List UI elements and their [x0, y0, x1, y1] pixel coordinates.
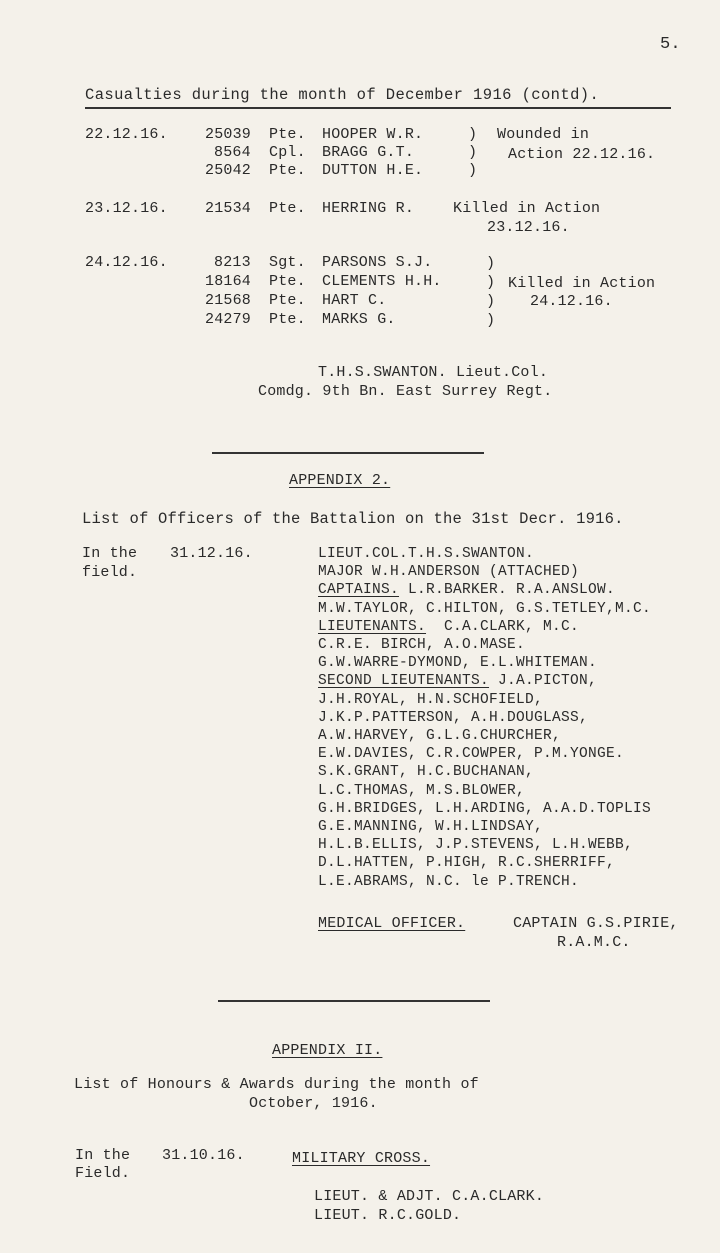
officer-names: L.R.BARKER. R.A.ANSLOW.	[399, 582, 616, 599]
officer-names: S.K.GRANT, H.C.BUCHANAN,	[318, 764, 535, 781]
casualty-rank: Sgt.	[269, 254, 306, 271]
casualty-date: 24.12.16.	[85, 254, 168, 271]
officer-names: A.W.HARVEY, G.L.G.CHURCHER,	[318, 728, 562, 745]
medical-officer-heading: MEDICAL OFFICER.	[318, 915, 466, 932]
location: Field.	[75, 1165, 131, 1182]
officer-names: MAJOR W.H.ANDERSON (ATTACHED)	[318, 564, 580, 581]
officer-line	[318, 563, 651, 581]
casualty-number: 21568	[205, 292, 252, 309]
officer-line	[318, 672, 651, 690]
casualty-outcome: Wounded in	[497, 126, 590, 143]
officer-names: G.W.WARRE-DYMOND, E.L.WHITEMAN.	[318, 655, 598, 672]
casualty-name: DUTTON H.E.	[322, 162, 424, 179]
appendix-ii-subtitle: List of Honours & Awards during the month of	[74, 1076, 479, 1093]
officer-names: LIEUT.COL.T.H.S.SWANTON.	[318, 546, 535, 562]
casualty-name: CLEMENTS H.H.	[322, 273, 442, 290]
location: In the	[82, 545, 138, 562]
officer-names: L.C.THOMAS, M.S.BLOWER,	[318, 782, 526, 799]
officer-line	[318, 782, 651, 800]
bracket: ) ) ) )	[486, 255, 496, 329]
casualty-outcome: 23.12.16.	[487, 219, 570, 236]
casualty-name: HERRING R.	[322, 200, 415, 217]
officer-list	[318, 545, 651, 891]
casualty-date: 23.12.16.	[85, 200, 168, 217]
officer-names: G.E.MANNING, W.H.LINDSAY,	[318, 819, 544, 836]
officer-names: J.H.ROYAL, H.N.SCHOFIELD,	[318, 691, 544, 708]
officer-line	[318, 818, 651, 836]
officer-line	[318, 600, 651, 618]
casualty-outcome: Killed in Action	[508, 275, 656, 292]
location: field.	[82, 564, 138, 581]
officer-line	[318, 800, 651, 818]
casualty-name: MARKS G.	[322, 311, 396, 328]
casualty-name: PARSONS S.J.	[322, 254, 433, 271]
award-heading: MILITARY CROSS.	[292, 1150, 431, 1167]
officer-names: M.W.TAYLOR, C.HILTON, G.S.TETLEY,M.C.	[318, 600, 652, 617]
casualty-rank: Pte.	[269, 273, 306, 290]
rank-heading: LIEUTENANTS.	[318, 618, 427, 635]
casualty-rank: Pte.	[269, 162, 306, 179]
officer-line	[318, 763, 651, 781]
officer-names: C.R.E. BIRCH, A.O.MASE.	[318, 637, 526, 654]
officer-names: G.H.BRIDGES, L.H.ARDING, A.A.D.TOPLIS	[318, 800, 652, 817]
officer-names: H.L.B.ELLIS, J.P.STEVENS, L.H.WEBB,	[318, 837, 634, 854]
casualty-number: 8213	[214, 254, 251, 271]
casualty-number: 25039	[205, 126, 252, 143]
casualty-number: 21534	[205, 200, 252, 217]
signature-name: T.H.S.SWANTON. Lieut.Col.	[318, 364, 549, 381]
location: In the	[75, 1147, 131, 1164]
casualty-number: 8564	[214, 144, 251, 161]
casualty-rank: Pte.	[269, 311, 306, 328]
award-recipient: LIEUT. R.C.GOLD.	[314, 1207, 462, 1224]
appendix-ii-subtitle: October, 1916.	[249, 1095, 378, 1112]
casualty-number: 24279	[205, 311, 252, 328]
officer-names: J.A.PICTON,	[489, 673, 598, 690]
award-recipient: LIEUT. & ADJT. C.A.CLARK.	[314, 1188, 545, 1205]
officer-line	[318, 581, 651, 599]
appendix-ii-title: APPENDIX II.	[272, 1042, 383, 1059]
medical-officer-corps: R.A.M.C.	[557, 934, 631, 951]
officer-line	[318, 636, 651, 654]
officer-line	[318, 618, 651, 636]
page-number: 5.	[660, 35, 681, 54]
officer-line	[318, 654, 651, 672]
casualty-rank: Pte.	[269, 292, 306, 309]
casualty-outcome: 24.12.16.	[530, 293, 613, 310]
rank-heading: CAPTAINS.	[318, 582, 400, 599]
rank-heading: SECOND LIEUTENANTS.	[318, 673, 490, 690]
list-date: 31.12.16.	[170, 545, 253, 562]
casualty-outcome: Killed in Action	[453, 200, 601, 217]
officer-names: L.E.ABRAMS, N.C. le P.TRENCH.	[318, 873, 580, 890]
casualty-number: 18164	[205, 273, 252, 290]
casualty-number: 25042	[205, 162, 252, 179]
casualties-heading: Casualties during the month of December 1916 (contd).	[85, 86, 600, 104]
officer-line	[318, 545, 651, 563]
officer-names: C.A.CLARK, M.C.	[426, 618, 580, 635]
officer-line	[318, 854, 651, 872]
casualty-rank: Pte.	[269, 200, 306, 217]
officer-names: E.W.DAVIES, C.R.COWPER, P.M.YONGE.	[318, 746, 625, 763]
casualty-name: HOOPER W.R.	[322, 126, 424, 143]
officer-line	[318, 745, 651, 763]
heading-underline	[85, 107, 671, 109]
officer-line	[318, 709, 651, 727]
appendix-2-title: APPENDIX 2.	[289, 472, 391, 489]
officer-names: J.K.P.PATTERSON, A.H.DOUGLASS,	[318, 709, 589, 726]
casualty-rank: Cpl.	[269, 144, 306, 161]
medical-officer-name: CAPTAIN G.S.PIRIE,	[513, 915, 679, 932]
casualty-date: 22.12.16.	[85, 126, 168, 143]
casualty-name: HART C.	[322, 292, 387, 309]
bracket: ) ) )	[468, 126, 478, 179]
section-divider	[218, 1000, 490, 1002]
signature-unit: Comdg. 9th Bn. East Surrey Regt.	[258, 383, 553, 400]
officer-line	[318, 836, 651, 854]
appendix-2-subtitle: List of Officers of the Battalion on the 31st Decr. 1916.	[82, 510, 624, 528]
section-divider	[212, 452, 484, 454]
officer-names: D.L.HATTEN, P.HIGH, R.C.SHERRIFF,	[318, 855, 616, 872]
casualty-name: BRAGG G.T.	[322, 144, 415, 161]
casualty-outcome: Action 22.12.16.	[508, 146, 656, 163]
award-date: 31.10.16.	[162, 1147, 245, 1164]
officer-line	[318, 727, 651, 745]
casualty-rank: Pte.	[269, 126, 306, 143]
officer-line	[318, 691, 651, 709]
officer-line	[318, 873, 651, 891]
